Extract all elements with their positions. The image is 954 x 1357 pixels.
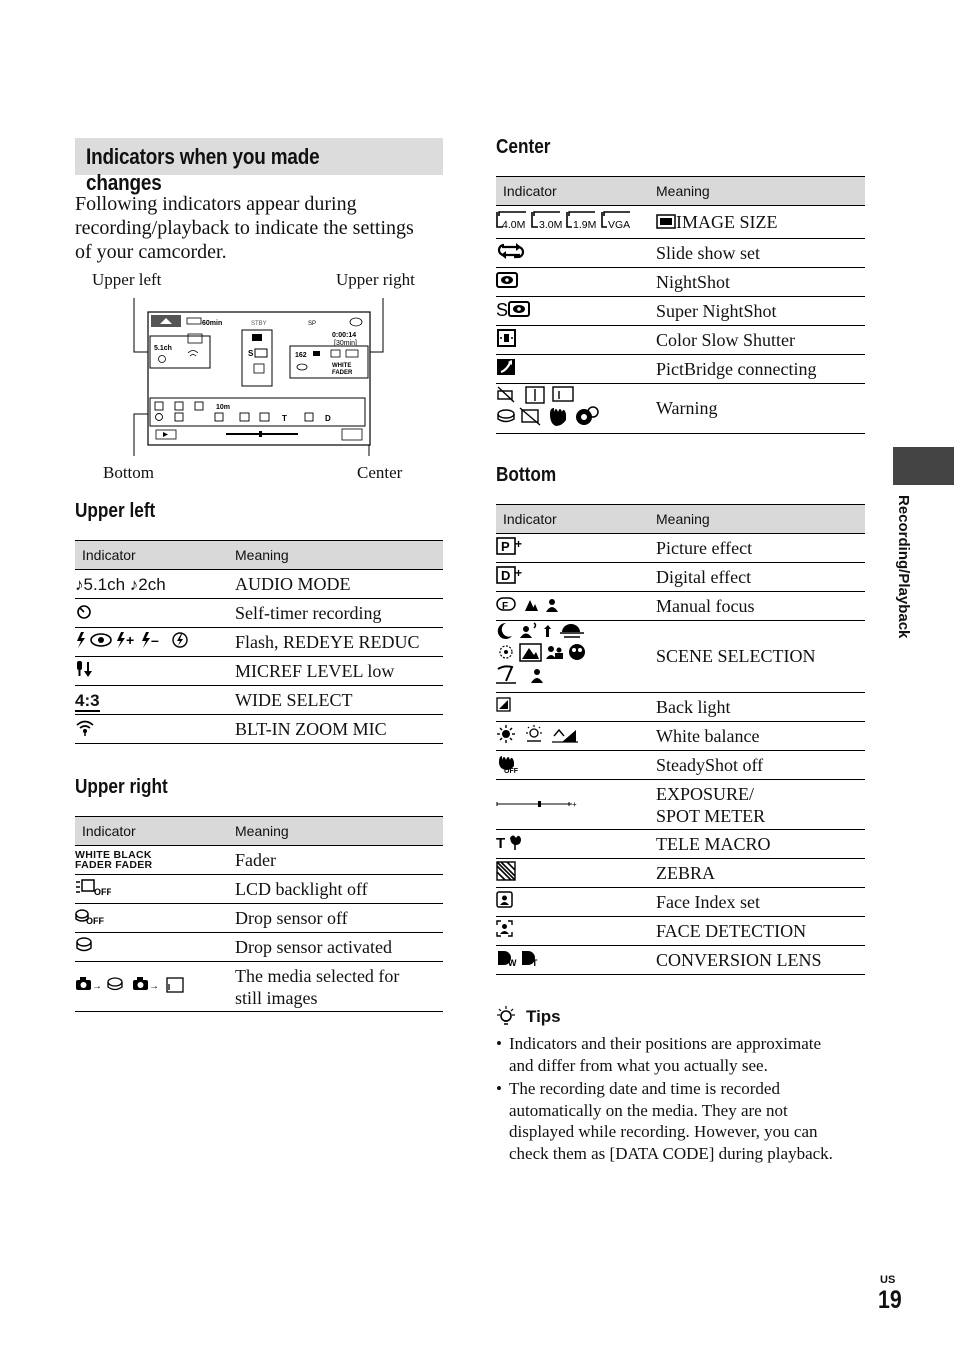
side-tab-text: Recording/Playback — [895, 495, 912, 639]
svg-text:S: S — [248, 349, 254, 358]
table-row — [496, 563, 865, 592]
page-region: US — [880, 1274, 896, 1286]
tip-item: • Indicators and their positions are approximate and differ from what you actually see. — [496, 1033, 866, 1076]
svg-text:+: + — [572, 800, 577, 809]
picture-effect-icon — [496, 536, 526, 556]
warning-icons — [496, 384, 606, 428]
svg-text:–: – — [151, 631, 159, 648]
page-title: Indicators when you made changes — [86, 144, 320, 195]
row-meaning: Face Index set — [656, 888, 865, 917]
table-row — [496, 355, 865, 384]
tips-title: Tips — [526, 1007, 561, 1026]
diagram-label-upper-left: Upper left — [92, 270, 162, 289]
image-size-icons — [496, 210, 636, 230]
super-nightshot-icon — [496, 300, 536, 318]
table-row — [496, 751, 865, 780]
row-meaning: Manual focus — [656, 592, 865, 621]
intro-paragraph — [75, 192, 445, 264]
table-header-indicator: Indicator — [75, 541, 235, 570]
lightbulb-icon — [496, 1006, 518, 1028]
table-row — [496, 693, 865, 722]
table-header-meaning: Meaning — [656, 505, 865, 534]
table-row — [75, 875, 443, 904]
table-row — [496, 206, 865, 239]
nightshot-icon — [496, 271, 520, 289]
lcd-backlight-off-icon — [75, 877, 111, 897]
size-4m: 4.0M — [502, 218, 526, 230]
drop-sensor-off-icon — [75, 906, 107, 926]
self-timer-icon — [75, 602, 95, 620]
row-meaning: Back light — [656, 693, 865, 722]
table-row — [496, 888, 865, 917]
table-row — [496, 326, 865, 355]
row-meaning: BLT-IN ZOOM MIC — [235, 715, 443, 744]
table-row — [496, 946, 865, 975]
row-meaning: Color Slow Shutter — [656, 326, 865, 355]
table-header-meaning: Meaning — [656, 177, 865, 206]
bottom-table — [496, 504, 865, 975]
screen-diagram — [120, 290, 400, 460]
table-row — [496, 722, 865, 751]
table-header-meaning: Meaning — [235, 541, 443, 570]
heading-upper-left: Upper left — [75, 500, 156, 522]
svg-text:WHITE: WHITE — [332, 363, 352, 369]
table-row — [496, 297, 865, 326]
svg-text:+: + — [515, 565, 523, 580]
screen-remaining: [30min] — [334, 340, 357, 347]
table-row — [496, 917, 865, 946]
svg-text:FADER: FADER — [332, 370, 353, 376]
intro-line: of your camcorder. — [75, 241, 227, 263]
svg-text:OFF: OFF — [86, 915, 104, 926]
drop-sensor-icon — [75, 935, 95, 955]
side-tab-label — [895, 495, 915, 655]
row-meaning: Digital effect — [656, 563, 865, 592]
screen-zoom: 10m — [216, 404, 231, 411]
table-row — [496, 384, 865, 434]
table-header-meaning: Meaning — [235, 817, 443, 846]
tip-line: displayed while recording. However, you can — [509, 1122, 818, 1141]
table-row — [496, 239, 865, 268]
table-header-indicator: Indicator — [496, 177, 656, 206]
scene-selection-icons — [496, 621, 596, 687]
table-row — [496, 268, 865, 297]
svg-text:T: T — [282, 414, 287, 423]
screen-count: 162 — [295, 352, 307, 359]
row-meaning: Picture effect — [656, 534, 865, 563]
svg-text:+: + — [515, 536, 523, 551]
mic-level-icon — [75, 659, 97, 679]
screen-audio: 5.1ch — [154, 345, 172, 352]
table-header-indicator: Indicator — [75, 817, 235, 846]
page-number: 19 — [878, 1286, 902, 1314]
row-meaning: Slide show set — [656, 239, 865, 268]
tip-line: automatically on the media. They are not — [509, 1100, 788, 1120]
tip-line: The recording date and time is recorded — [509, 1079, 780, 1098]
table-row — [496, 830, 865, 859]
tip-line: Indicators and their positions are approximate — [509, 1034, 822, 1053]
table-row — [496, 621, 865, 693]
size-19m: 1.9M — [573, 218, 597, 230]
row-meaning: FACE DETECTION — [656, 917, 865, 946]
table-row — [75, 846, 443, 875]
row-meaning: TELE MACRO — [656, 830, 865, 859]
screen-time: 0:00:14 — [332, 332, 357, 339]
row-meaning: Fader — [235, 846, 443, 875]
row-meaning: IMAGE SIZE — [676, 211, 778, 232]
size-vga: VGA — [608, 218, 631, 230]
face-index-icon — [496, 890, 516, 910]
manual-focus-icons — [496, 594, 566, 614]
row-meaning: Flash, REDEYE REDUC — [235, 628, 443, 657]
diagram-label-center: Center — [357, 463, 403, 482]
face-detection-icon — [496, 919, 516, 939]
color-slow-shutter-icon — [496, 328, 520, 348]
row-meaning: LCD backlight off — [235, 875, 443, 904]
row-meaning: SCENE SELECTION — [656, 621, 865, 693]
screen-battery: 60min — [202, 320, 223, 327]
svg-text:S: S — [496, 299, 509, 318]
svg-text:F: F — [502, 600, 509, 612]
table-row — [496, 592, 865, 621]
table-row — [75, 686, 443, 715]
row-meaning: Super NightShot — [656, 297, 865, 326]
heading-center: Center — [496, 136, 551, 158]
row-meaning: White balance — [656, 722, 865, 751]
svg-text:OFF: OFF — [94, 886, 111, 897]
svg-text:W: W — [508, 957, 517, 968]
fader-icon: WHITE BLACK FADER FADER — [75, 849, 153, 871]
table-row — [75, 628, 443, 657]
svg-text:D: D — [325, 414, 331, 423]
svg-text:→: → — [149, 981, 159, 992]
row-meaning: Warning — [656, 384, 865, 434]
slide-show-icon — [496, 241, 526, 261]
table-row — [75, 657, 443, 686]
table-row — [75, 570, 443, 599]
section-title-box — [75, 138, 443, 195]
screen-sp: SP — [308, 321, 317, 327]
wide-select-icon: 4:3 — [75, 690, 100, 710]
back-light-icon — [496, 696, 514, 714]
row-meaning: Drop sensor off — [235, 904, 443, 933]
table-row — [496, 859, 865, 888]
screen-stby: STBY — [251, 321, 267, 327]
white-balance-icons — [496, 724, 580, 744]
media-select-icon — [75, 974, 187, 994]
svg-text:P: P — [501, 538, 510, 554]
svg-text:+: + — [126, 631, 135, 648]
tele-macro-icon — [496, 832, 522, 852]
row-meaning: AUDIO MODE — [235, 570, 443, 599]
flash-icon — [75, 630, 193, 650]
row-meaning: WIDE SELECT — [235, 686, 443, 715]
conversion-lens-icons — [496, 948, 542, 968]
row-meaning: CONVERSION LENS — [656, 946, 865, 975]
audio-mode-icon: ♪5.1ch ♪2ch — [75, 574, 166, 594]
heading-bottom: Bottom — [496, 464, 557, 486]
pictbridge-icon — [496, 357, 518, 377]
digital-effect-icon — [496, 565, 526, 585]
heading-upper-right: Upper right — [75, 776, 168, 798]
row-meaning: PictBridge connecting — [656, 355, 865, 384]
table-row — [496, 534, 865, 563]
row-meaning: Drop sensor activated — [235, 933, 443, 962]
row-meaning: NightShot — [656, 268, 865, 297]
diagram-label-upper-right: Upper right — [336, 270, 415, 289]
table-row — [75, 933, 443, 962]
row-meaning: ZEBRA — [656, 859, 865, 888]
side-tab-marker — [893, 447, 954, 485]
row-meaning: SteadyShot off — [656, 751, 865, 780]
tip-line: and differ from what you actually see. — [509, 1055, 768, 1075]
exposure-meter-icon — [496, 798, 582, 810]
size-3m: 3.0M — [539, 218, 563, 230]
upper-left-table — [75, 540, 443, 744]
steadyshot-off-icon — [496, 752, 522, 774]
row-meaning: Self-timer recording — [235, 599, 443, 628]
intro-line: Following indicators appear during — [75, 193, 357, 215]
table-row — [75, 962, 443, 1012]
svg-text:OFF: OFF — [504, 767, 518, 774]
table-row — [75, 904, 443, 933]
table-row — [75, 715, 443, 744]
row-meaning: The media selected for still images — [235, 962, 443, 1012]
svg-text:T: T — [532, 957, 538, 968]
svg-text:→: → — [92, 981, 102, 992]
diagram-label-bottom: Bottom — [103, 463, 155, 482]
row-meaning: MICREF LEVEL low — [235, 657, 443, 686]
zoom-mic-icon — [75, 718, 95, 736]
table-header-indicator: Indicator — [496, 505, 656, 534]
table-row — [496, 780, 865, 830]
tip-line: check them as [DATA CODE] during playback. — [509, 1143, 833, 1163]
svg-text:D: D — [501, 567, 511, 583]
upper-right-table — [75, 816, 443, 1012]
tip-item: • The recording date and time is recorded automatically on the media. They are not displayed while recording. However, you can check them as [DATA CODE] during playback. — [496, 1078, 866, 1164]
zebra-icon — [496, 861, 518, 881]
image-size-icon — [656, 214, 676, 229]
intro-line: recording/playback to indicate the settings — [75, 217, 414, 239]
svg-text:T: T — [496, 834, 506, 852]
row-meaning: EXPOSURE/ SPOT METER — [656, 780, 865, 830]
center-table — [496, 176, 865, 434]
table-row — [75, 599, 443, 628]
